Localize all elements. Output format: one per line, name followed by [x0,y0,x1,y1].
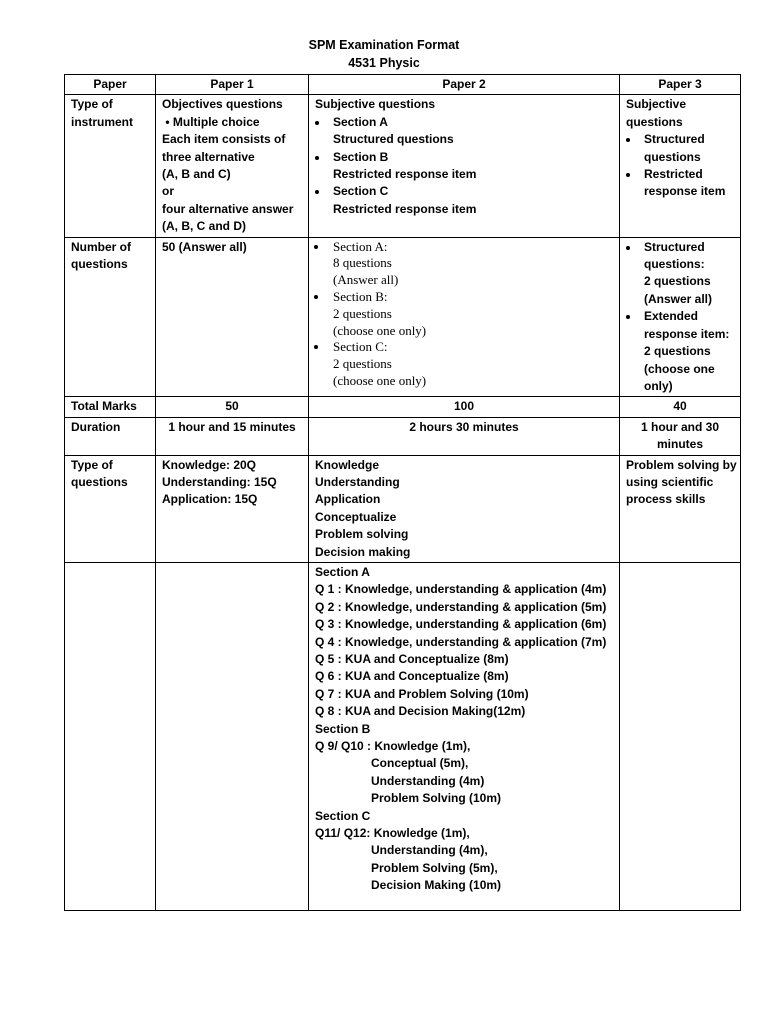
label-number-of-questions: Number of questions [65,237,156,397]
list-item: • Extended response item: 2 questions (choose one only) [640,308,734,395]
row-type-of-instrument [65,95,741,237]
paper3-instrument: Subjective questions • Structured questions • Restricted response item [620,95,741,237]
row-number-of-questions [65,237,741,397]
breakdown-line: Problem Solving (5m), [371,860,498,875]
row-type-of-questions [65,455,741,562]
breakdown-line: Q 7 : KUA and Problem Solving (10m) [315,686,529,701]
paper2-total-marks: 100 [309,397,620,417]
document-title: SPM Examination Format [308,38,460,52]
document-subtitle: 4531 Physic [348,56,420,70]
breakdown-line: Q 6 : KUA and Conceptualize (8m) [315,669,509,684]
empty-cell [156,562,309,910]
breakdown-line: Problem Solving (10m) [371,791,502,806]
list-item: • Section B Restricted response item [329,149,613,184]
breakdown-line: Section C [315,808,371,823]
breakdown-line: Understanding (4m), [371,843,488,858]
header-paper-3: Paper 3 [620,75,741,95]
breakdown-line: Understanding (4m) [371,773,485,788]
header-paper: Paper [65,75,156,95]
breakdown-line: Q 8 : KUA and Decision Making(12m) [315,704,526,719]
label-type-of-questions: Type of questions [65,455,156,562]
breakdown-line: Q 4 : Knowledge, understanding & application (7m) [315,634,607,649]
paper1-total-marks: 50 [156,397,309,417]
breakdown-line: Q11/ Q12: Knowledge (1m), [315,826,470,841]
paper3-instrument-list [626,131,734,201]
empty-cell [620,562,741,910]
paper3-number [620,237,741,397]
label-duration: Duration [65,417,156,455]
exam-format-table [64,74,741,911]
row-total-marks [65,397,741,417]
list-item: • Section C Restricted response item [329,183,613,218]
row-paper2-breakdown [65,562,741,910]
breakdown-line: Section B [315,721,371,736]
paper2-question-types: Knowledge Understanding Application Conceptualize Problem solving Decision making [309,455,620,562]
header-paper-1: Paper 1 [156,75,309,95]
header-paper-2: Paper 2 [309,75,620,95]
list-item: • Restricted response item [640,166,734,201]
breakdown-line: Q 5 : KUA and Conceptualize (8m) [315,652,509,666]
list-item: • Structured questions: 2 questions (Answer all) [640,239,734,309]
table-header-row [65,75,741,95]
list-item: • Structured questions [640,131,734,166]
paper2-section-list [315,114,613,218]
row-duration [65,417,741,455]
breakdown-line: Q 3 : Knowledge, understanding & application (6m) [315,617,607,632]
breakdown-line: Q 1 : Knowledge, understanding & application (4m) [315,582,607,597]
paper3-total-marks: 40 [620,397,741,417]
paper1-duration: 1 hour and 15 minutes [156,417,309,455]
breakdown-line: Q 9/ Q10 : Knowledge (1m), [315,739,471,754]
list-item: • Section A Structured questions [329,114,613,149]
paper2-instrument: Subjective questions • Section A Structured questions • Section B Restricted response item • Section C Restricted response item [309,95,620,237]
paper3-number-list [626,239,734,396]
paper1-question-types: Knowledge: 20Q Understanding: 15Q Application: 15Q [156,455,309,562]
label-total-marks: Total Marks [65,397,156,417]
breakdown-line: Conceptual (5m), [371,756,469,771]
paper1-instrument: Objectives questions • Multiple choice Each item consists of three alternative (A, B and C) or four alternative answer (A, B, C and D) [156,95,309,237]
paper2-duration: 2 hours 30 minutes [309,417,620,455]
list-item: • Section A: 8 questions (Answer all) [329,239,613,289]
label-type-of-instrument: Type of instrument [65,95,156,237]
list-item: • Section C: 2 questions (choose one only) [329,339,613,389]
list-item: • Section B: 2 questions (choose one only) [329,289,613,339]
breakdown-line: Decision Making (10m) [371,878,502,893]
breakdown-line: Q 2 : Knowledge, understanding & application (5m) [315,599,607,614]
paper3-duration: 1 hour and 30 minutes [620,417,741,455]
empty-cell [65,562,156,910]
paper3-question-types: Problem solving by using scientific process skills [620,455,741,562]
paper1-number: 50 (Answer all) [156,237,309,397]
paper2-number [309,237,620,397]
breakdown-line: Section A [315,564,370,579]
paper2-number-list [315,239,613,390]
paper2-breakdown [309,562,620,910]
